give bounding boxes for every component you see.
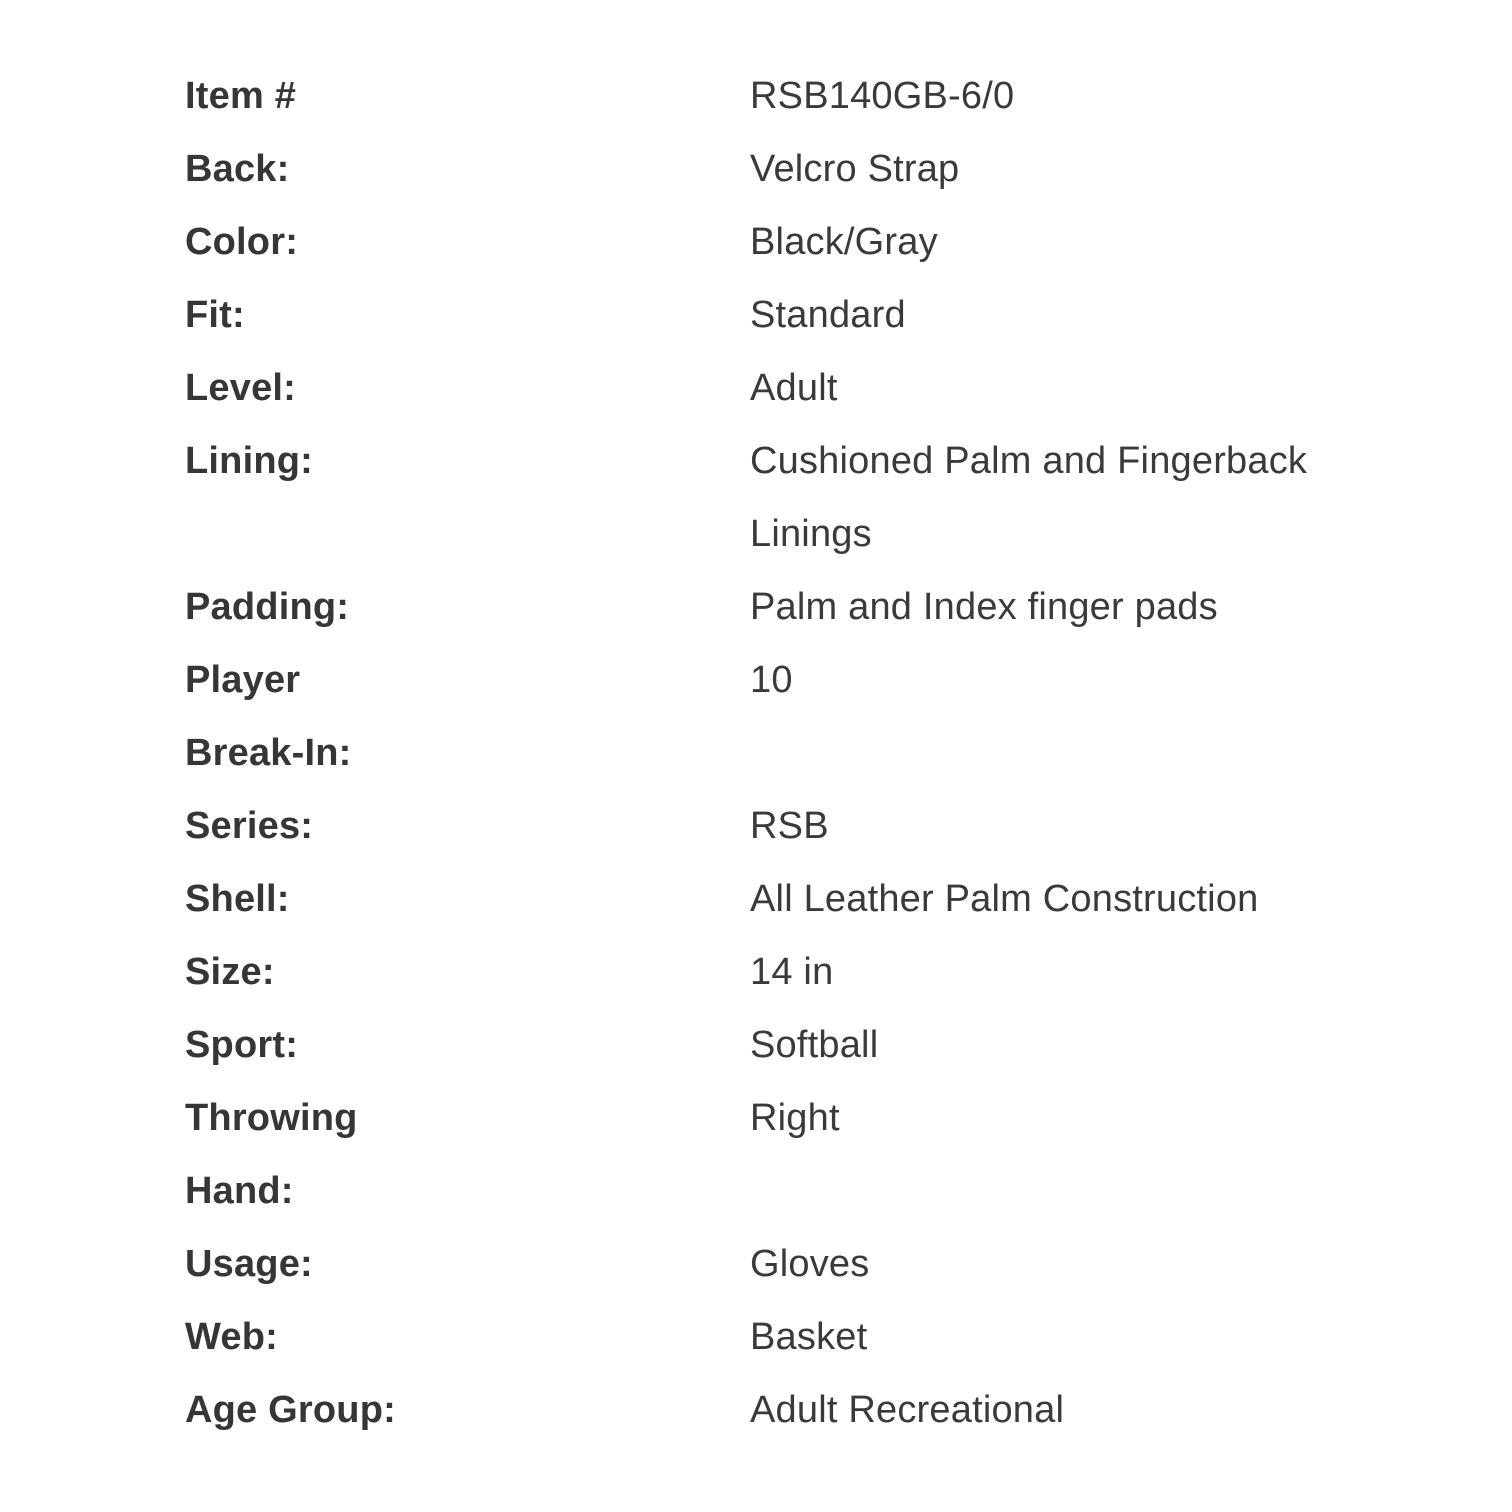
spec-row-web [185, 1301, 1385, 1374]
spec-label [185, 1009, 750, 1082]
spec-value [750, 60, 1385, 133]
spec-row-padding [185, 571, 1385, 644]
spec-label-line: Padding: [185, 586, 350, 628]
spec-value-line: Palm and Index finger pads [750, 586, 1218, 628]
spec-value-line: Softball [750, 1024, 879, 1066]
spec-row-shell [185, 863, 1385, 936]
spec-value [750, 1009, 1385, 1082]
spec-label [185, 571, 750, 644]
spec-label-line: Color: [185, 221, 299, 263]
spec-label [185, 206, 750, 279]
spec-label-line: Web: [185, 1316, 278, 1358]
spec-value-line: Adult Recreational [750, 1389, 1065, 1431]
spec-label-line: Usage: [185, 1243, 313, 1285]
spec-label [185, 790, 750, 863]
spec-value [750, 352, 1385, 425]
spec-label [185, 936, 750, 1009]
spec-value [750, 279, 1385, 352]
spec-label-line: Series: [185, 805, 314, 847]
spec-value-line: Black/Gray [750, 221, 938, 263]
spec-value-line: Basket [750, 1316, 868, 1358]
spec-label [185, 279, 750, 352]
spec-label [185, 133, 750, 206]
spec-value-line: Right [750, 1097, 840, 1139]
spec-label-line: Shell: [185, 878, 290, 920]
spec-row-size [185, 936, 1385, 1009]
spec-label [185, 644, 750, 790]
spec-row-sport [185, 1009, 1385, 1082]
spec-label-line: Level: [185, 367, 297, 409]
spec-row-usage [185, 1228, 1385, 1301]
spec-value-line: RSB [750, 805, 829, 847]
spec-label-line: Lining: [185, 440, 314, 482]
spec-label-line: Item # [185, 75, 297, 117]
spec-value-line: Adult [750, 367, 838, 409]
spec-label-line: Throwing [185, 1097, 358, 1139]
spec-label [185, 352, 750, 425]
spec-label-line: Back: [185, 148, 290, 190]
spec-label-line: Break-In: [185, 732, 352, 774]
spec-label [185, 1301, 750, 1374]
spec-row-age-group [185, 1374, 1385, 1447]
spec-label-line: Fit: [185, 294, 245, 336]
spec-label [185, 425, 750, 498]
spec-label-line: Age Group: [185, 1389, 396, 1431]
spec-value [750, 133, 1385, 206]
spec-row-item-number [185, 60, 1385, 133]
spec-label [185, 1374, 750, 1447]
spec-value [750, 863, 1385, 936]
spec-row-lining [185, 425, 1385, 571]
spec-value [750, 790, 1385, 863]
spec-value [750, 1228, 1385, 1301]
spec-value-line: Standard [750, 294, 906, 336]
spec-label [185, 1082, 750, 1228]
spec-value-line: 14 in [750, 951, 834, 993]
spec-value-line: Linings [750, 513, 872, 555]
spec-row-level [185, 352, 1385, 425]
spec-value-line: Velcro Strap [750, 148, 960, 190]
spec-label-line: Player [185, 659, 301, 701]
spec-label-line: Size: [185, 951, 275, 993]
spec-label [185, 863, 750, 936]
spec-value [750, 1374, 1385, 1447]
spec-row-back [185, 133, 1385, 206]
spec-value [750, 571, 1385, 644]
spec-label [185, 60, 750, 133]
spec-value [750, 644, 1385, 717]
spec-label-line: Hand: [185, 1170, 294, 1212]
spec-row-throwing-hand [185, 1082, 1385, 1228]
spec-value-line: 10 [750, 659, 793, 701]
spec-table [185, 60, 1385, 1447]
spec-row-fit [185, 279, 1385, 352]
spec-value-line: Cushioned Palm and Fingerback [750, 440, 1308, 482]
spec-row-player-break-in [185, 644, 1385, 790]
spec-value [750, 936, 1385, 1009]
spec-value-line: All Leather Palm Construction [750, 878, 1259, 920]
spec-row-color [185, 206, 1385, 279]
spec-value-line: RSB140GB-6/0 [750, 75, 1015, 117]
spec-row-series [185, 790, 1385, 863]
spec-value-line: Gloves [750, 1243, 870, 1285]
spec-value [750, 425, 1385, 571]
spec-value [750, 206, 1385, 279]
spec-value [750, 1082, 1385, 1155]
spec-value [750, 1301, 1385, 1374]
spec-label-line: Sport: [185, 1024, 299, 1066]
spec-label [185, 1228, 750, 1301]
